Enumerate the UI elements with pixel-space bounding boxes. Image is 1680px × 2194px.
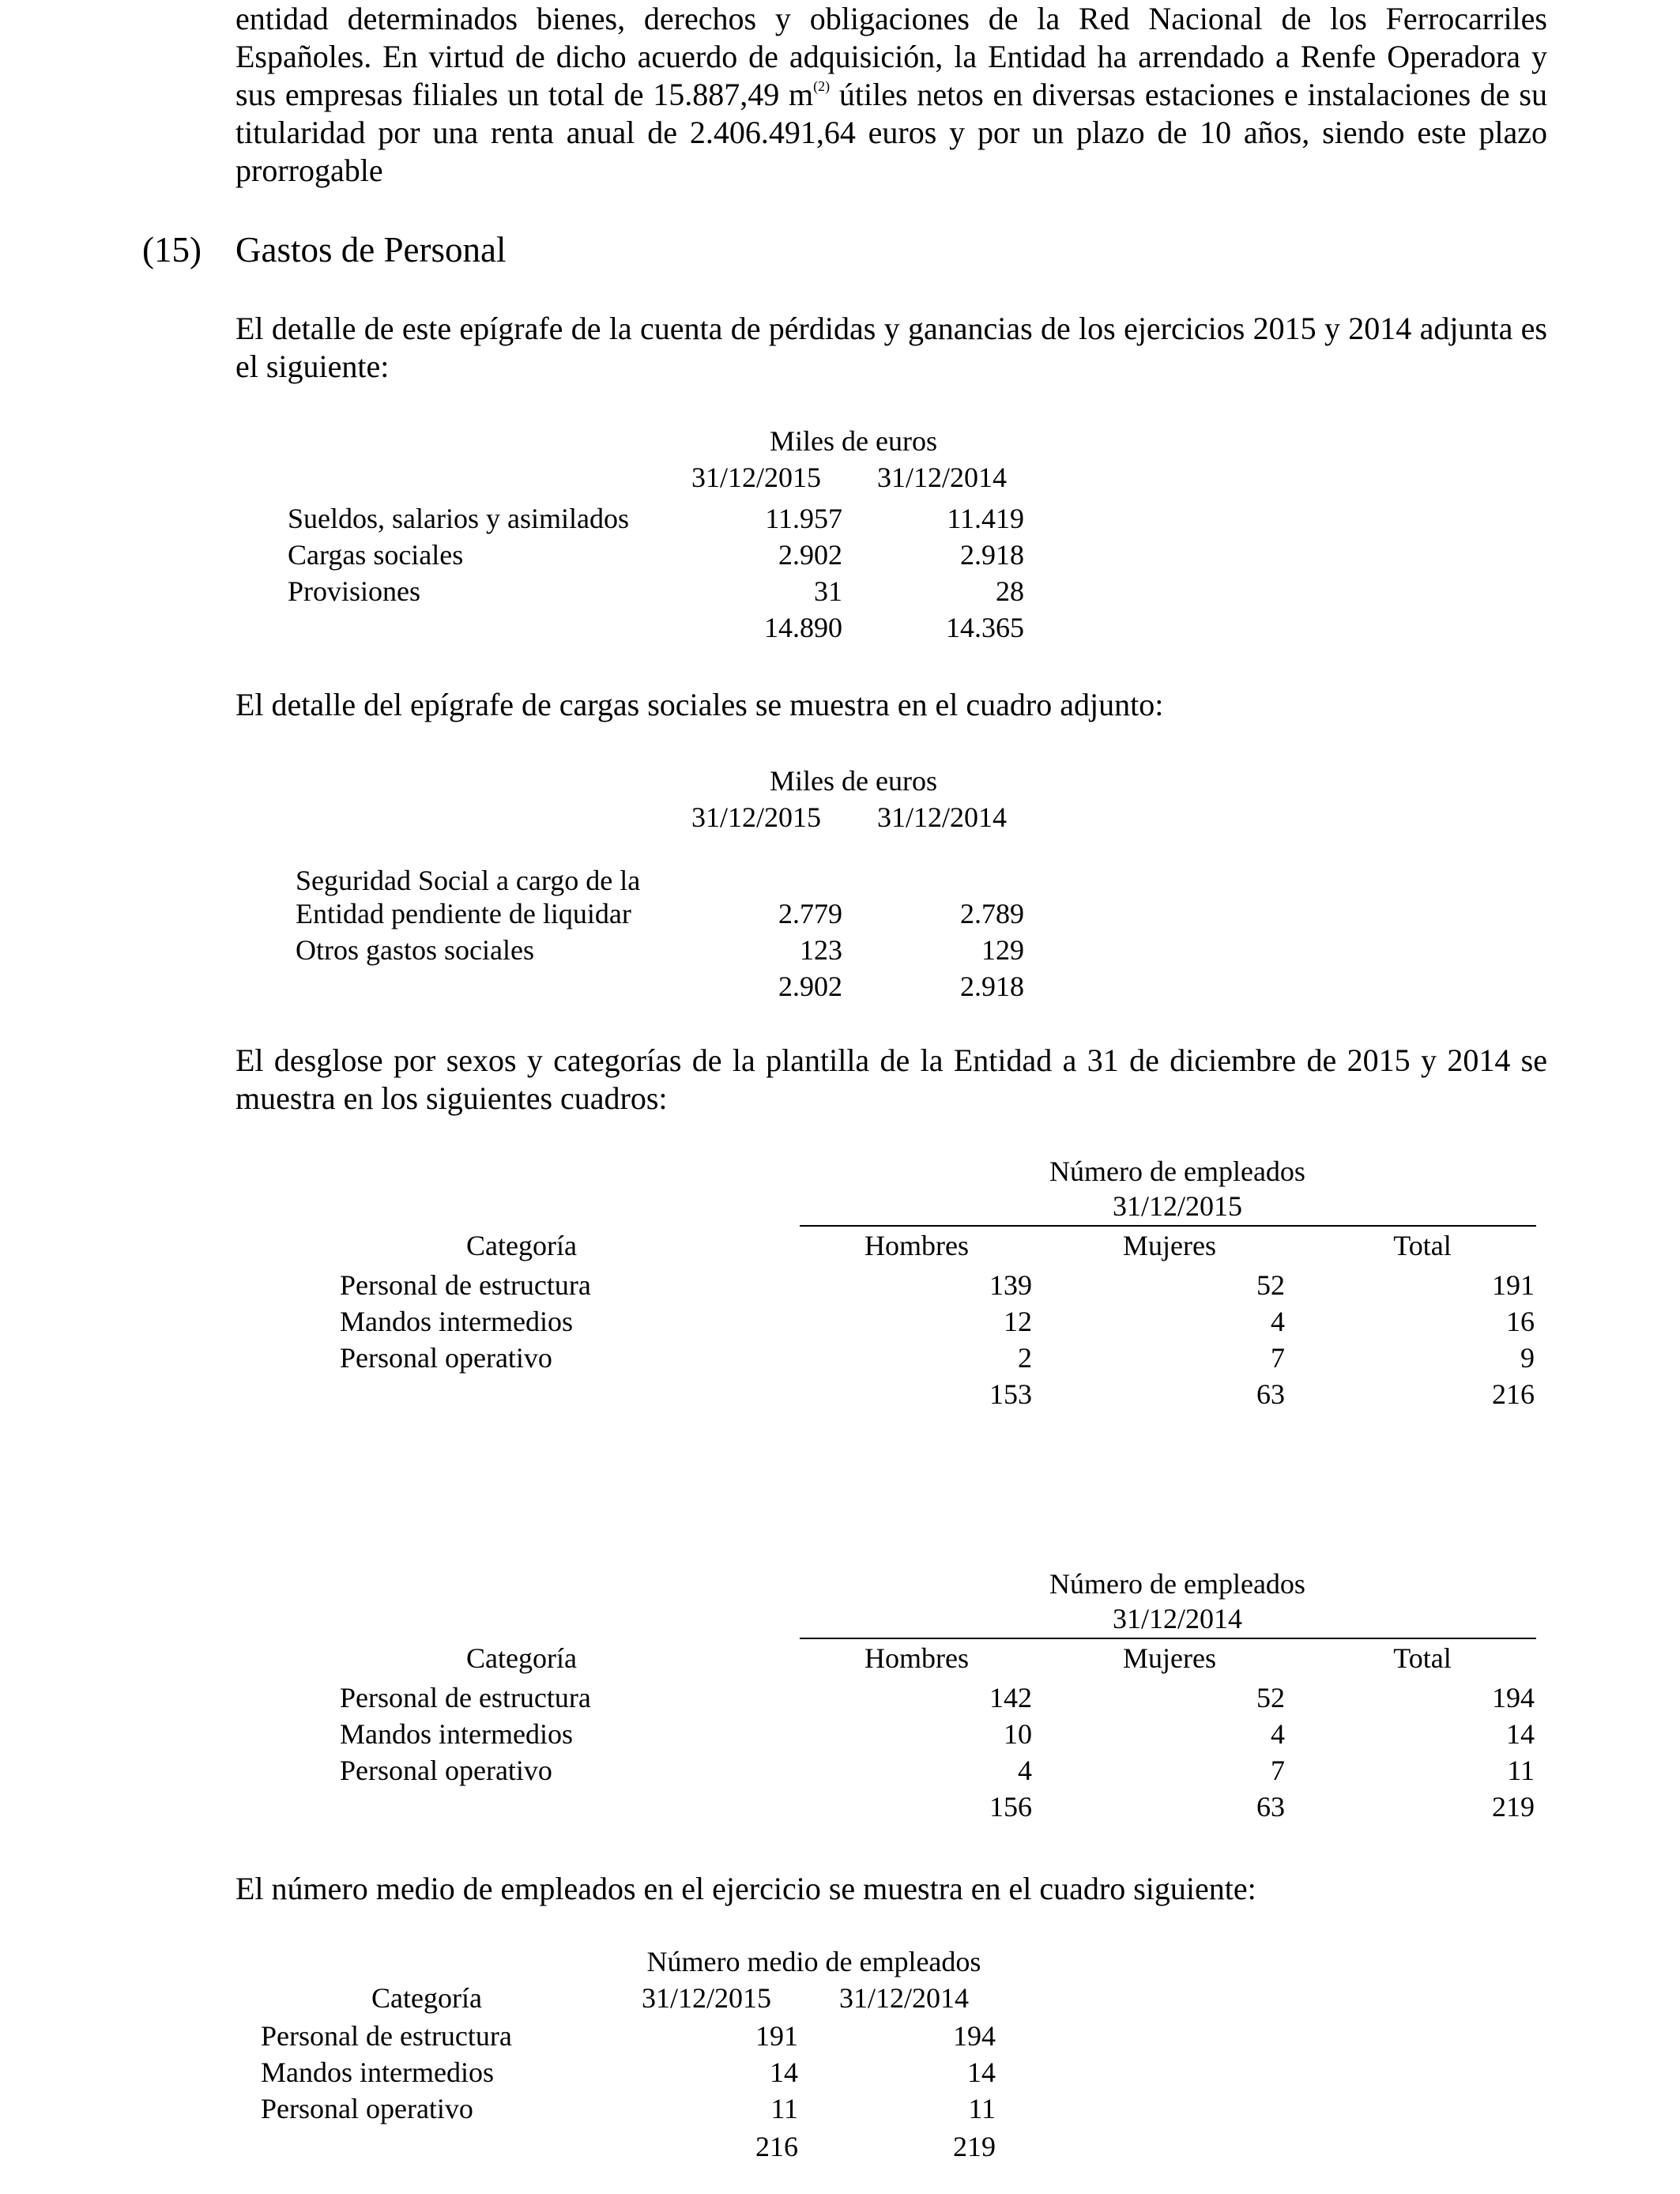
category-header: Categoría xyxy=(466,1230,577,1261)
category-header: Categoría xyxy=(466,1642,577,1674)
row-label: Sueldos, salarios y asimilados xyxy=(288,503,629,534)
total-value-2015: 14.890 xyxy=(764,612,842,643)
column-header-2015: 31/12/2015 xyxy=(691,462,822,493)
column-header-2014: 31/12/2014 xyxy=(839,1982,970,2014)
total-value-2014: 14.365 xyxy=(946,612,1024,643)
table-unit-label: Miles de euros xyxy=(770,765,937,797)
cell-hombres: 139 xyxy=(989,1269,1032,1301)
cell-hombres: 4 xyxy=(1018,1755,1032,1786)
cell-mujeres: 52 xyxy=(1256,1682,1285,1713)
row-value-2015: 2.779 xyxy=(778,898,842,929)
column-header-2014: 31/12/2014 xyxy=(877,462,1008,493)
paragraph-medio: El número medio de empleados en el ejercicio se muestra en el cuadro siguiente: xyxy=(235,1871,1256,1906)
column-header-mujeres: Mujeres xyxy=(1123,1642,1216,1674)
table-unit-label: Miles de euros xyxy=(770,425,937,457)
row-label: Otros gastos sociales xyxy=(296,934,534,966)
cell-total: 16 xyxy=(1506,1306,1535,1337)
row-value-2015: 14 xyxy=(770,2056,798,2088)
cell-total: 14 xyxy=(1506,1718,1535,1750)
header-rule xyxy=(800,1225,1536,1227)
column-header-2015: 31/12/2015 xyxy=(691,801,822,833)
paragraph-personal: El detalle de este epígrafe de la cuenta de pérdidas y ganancias de los ejercicios 2015 y 2014 adjunta es el siguiente: xyxy=(235,311,1547,384)
total-total: 219 xyxy=(1492,1791,1535,1823)
column-header-total: Total xyxy=(1393,1230,1452,1261)
cell-total: 191 xyxy=(1492,1269,1535,1301)
table-title: Número de empleados xyxy=(1049,1155,1305,1187)
row-label: Personal operativo xyxy=(261,2093,473,2124)
table-date: 31/12/2015 xyxy=(1112,1190,1242,1222)
total-total: 216 xyxy=(1492,1378,1535,1410)
row-value-2014: 11 xyxy=(968,2093,996,2124)
row-label: Personal de estructura xyxy=(340,1682,591,1713)
paragraph-cargas: El detalle del epígrafe de cargas sociales se muestra en el cuadro adjunto: xyxy=(235,687,1164,722)
row-value-2014: 28 xyxy=(996,575,1024,607)
cell-mujeres: 7 xyxy=(1271,1755,1285,1786)
column-header-hombres: Hombres xyxy=(864,1642,969,1674)
cell-hombres: 142 xyxy=(989,1682,1032,1713)
row-label: Provisiones xyxy=(288,575,421,607)
column-header-hombres: Hombres xyxy=(864,1230,969,1261)
cell-total: 11 xyxy=(1507,1755,1535,1786)
column-header-mujeres: Mujeres xyxy=(1123,1230,1216,1261)
table-date: 31/12/2014 xyxy=(1112,1603,1242,1634)
row-label: Personal operativo xyxy=(340,1755,552,1786)
paragraph-desglose: El desglose por sexos y categorías de la plantilla de la Entidad a 31 de diciembre de 2015 y 2014 se muestra en los siguientes cuadros: xyxy=(235,1042,1547,1116)
total-hombres: 156 xyxy=(989,1791,1032,1823)
total-hombres: 153 xyxy=(989,1378,1032,1410)
row-value-2014: 129 xyxy=(981,934,1024,966)
row-value-2015: 2.902 xyxy=(778,539,842,571)
row-label: Personal de estructura xyxy=(340,1269,591,1301)
row-value-2015: 31 xyxy=(814,575,842,607)
cell-hombres: 2 xyxy=(1018,1342,1032,1374)
cell-total: 194 xyxy=(1492,1682,1535,1713)
row-label: Mandos intermedios xyxy=(340,1718,573,1750)
row-label: Mandos intermedios xyxy=(340,1306,573,1337)
cell-total: 9 xyxy=(1520,1342,1535,1374)
row-label: Cargas sociales xyxy=(288,539,464,571)
column-header-total: Total xyxy=(1393,1642,1452,1674)
cell-hombres: 10 xyxy=(1004,1718,1032,1750)
row-value-2014: 2.789 xyxy=(960,898,1024,929)
row-value-2014: 2.918 xyxy=(960,539,1024,571)
row-value-2015: 191 xyxy=(755,2020,798,2052)
row-value-2015: 11.957 xyxy=(765,503,842,534)
row-label: Entidad pendiente de liquidar xyxy=(296,898,631,929)
row-label: Seguridad Social a cargo de la xyxy=(296,865,641,896)
total-mujeres: 63 xyxy=(1256,1378,1285,1410)
intro-superscript: (2) xyxy=(813,78,831,94)
cell-mujeres: 7 xyxy=(1271,1342,1285,1374)
table-title: Número medio de empleados xyxy=(646,1946,981,1977)
intro-paragraph xyxy=(235,0,1547,190)
cell-mujeres: 4 xyxy=(1271,1718,1285,1750)
total-value-2014: 2.918 xyxy=(960,971,1024,1002)
section-number: (15) xyxy=(142,230,202,270)
row-value-2015: 123 xyxy=(800,934,842,966)
total-value-2015: 216 xyxy=(755,2131,798,2162)
row-label: Personal de estructura xyxy=(261,2020,512,2052)
row-value-2014: 14 xyxy=(967,2056,996,2088)
column-header-2014: 31/12/2014 xyxy=(877,801,1008,833)
table-title: Número de empleados xyxy=(1049,1568,1305,1600)
category-header: Categoría xyxy=(371,1982,482,2014)
row-value-2014: 11.419 xyxy=(947,503,1024,534)
row-value-2014: 194 xyxy=(953,2020,996,2052)
section-title: Gastos de Personal xyxy=(235,230,507,270)
column-header-2015: 31/12/2015 xyxy=(642,1982,772,2014)
cell-mujeres: 4 xyxy=(1271,1306,1285,1337)
intro-text-b: útiles netos en diversas estaciones e instalaciones de su titularidad por una renta anual de 2.406.491,64 euros y por un plazo de 10 años, siendo este plazo prorrogable xyxy=(235,77,1547,188)
row-label: Mandos intermedios xyxy=(261,2056,494,2088)
cell-mujeres: 52 xyxy=(1256,1269,1285,1301)
intro-text-a: entidad determinados bienes, derechos y obligaciones de la Red Nacional de los Ferrocarriles Españoles. En virtud de dicho acuerdo de adquisición, la Entidad ha arrendado a Renfe Operadora y sus empresas filiales un total de 15.887,49 m xyxy=(235,1,1547,112)
total-mujeres: 63 xyxy=(1256,1791,1285,1823)
row-label: Personal operativo xyxy=(340,1342,552,1374)
row-value-2015: 11 xyxy=(770,2093,798,2124)
header-rule xyxy=(800,1638,1536,1639)
total-value-2014: 219 xyxy=(953,2131,996,2162)
cell-hombres: 12 xyxy=(1004,1306,1032,1337)
total-value-2015: 2.902 xyxy=(778,971,842,1002)
